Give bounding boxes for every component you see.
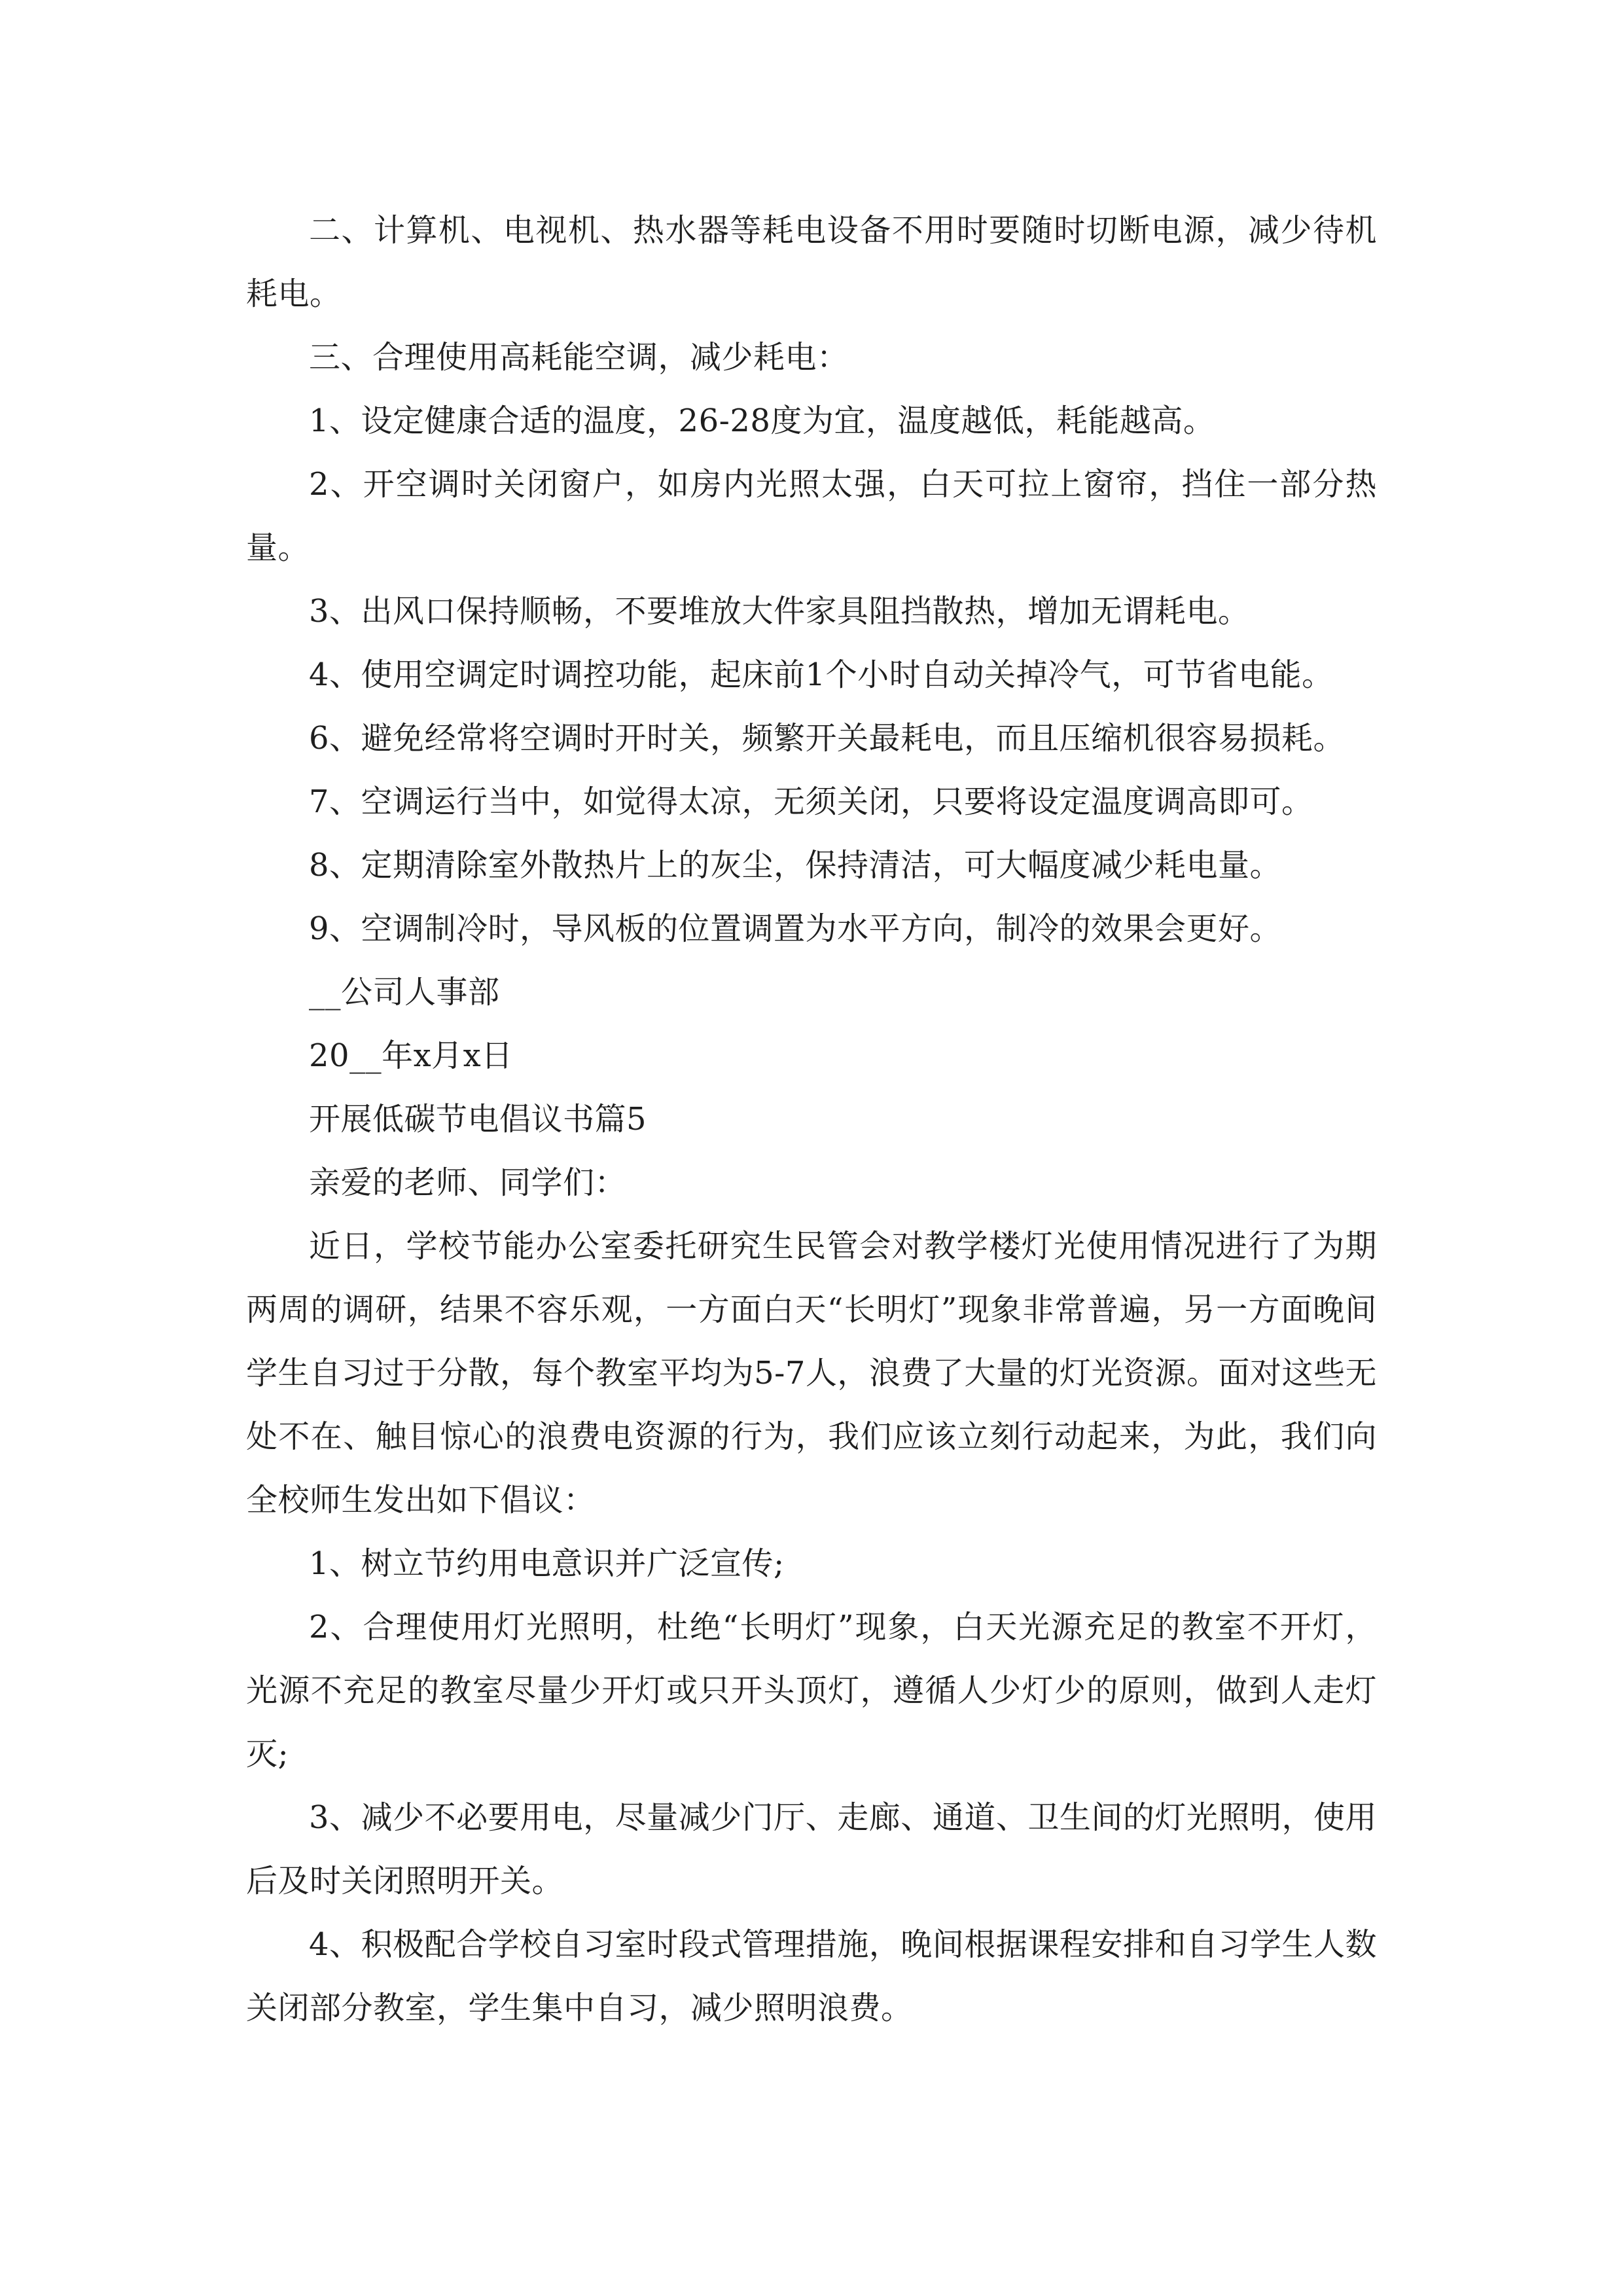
paragraph-ac-item-4: 4、使用空调定时调控功能，起床前1个小时自动关掉冷气，可节省电能。 [309, 656, 1334, 693]
signature-date: 20__年x月x日 [309, 1037, 513, 1074]
paragraph-ac-item-6: 6、避免经常将空调时开时关，频繁开关最耗电，而且压缩机很容易损耗。 [309, 720, 1346, 757]
salutation: 亲爱的老师、同学们： [309, 1164, 627, 1201]
paragraph-ac-item-7: 7、空调运行当中，如觉得太凉，无须关闭，只要将设定温度调高即可。 [309, 783, 1313, 820]
paragraph-ac-item-1: 1、设定健康合适的温度，26-28度为宜，温度越低，耗能越高。 [309, 403, 1215, 439]
proposal-item-1: 1、树立节约用电意识并广泛宣传; [309, 1545, 785, 1582]
paragraph-ac-item-2: 2、开空调时关闭窗户，如房内光照太强，白天可拉上窗帘，挡住一部分热量。 [246, 466, 1377, 566]
paragraph-ac-heading: 三、合理使用高耗能空调，减少耗电： [309, 339, 849, 376]
proposal-item-3: 3、减少不必要用电，尽量减少门厅、走廊、通道、卫生间的灯光照明，使用后及时关闭照明开关。 [246, 1799, 1377, 1899]
paragraph-ac-item-3: 3、出风口保持顺畅，不要堆放大件家具阻挡散热，增加无谓耗电。 [309, 593, 1250, 630]
section-title: 开展低碳节电倡议书篇5 [309, 1101, 647, 1138]
paragraph-standby-power: 二、计算机、电视机、热水器等耗电设备不用时要随时切断电源，减少待机耗电。 [246, 212, 1377, 312]
document-body [246, 199, 1377, 2040]
paragraph-ac-item-8: 8、定期清除室外散热片上的灰尘，保持清洁，可大幅度减少耗电量。 [309, 847, 1282, 884]
paragraph-ac-item-9: 9、空调制冷时，导风板的位置调置为水平方向，制冷的效果会更好。 [309, 910, 1282, 947]
paragraph-intro: 近日，学校节能办公室委托研究生民管会对教学楼灯光使用情况进行了为期两周的调研，结果不容乐观，一方面白天“长明灯”现象非常普遍，另一方面晚间学生自习过于分散，每个教室平均为5-7人，浪费了大量的灯光资源。面对这些无处不在、触目惊心的浪费电资源的行为，我们应该立刻行动起来，为此，我们向全校师生发出如下倡议： [246, 1228, 1377, 1518]
signature-department: __公司人事部 [309, 974, 500, 1011]
proposal-item-2: 2、合理使用灯光照明，杜绝“长明灯”现象，白天光源充足的教室不开灯，光源不充足的教室尽量少开灯或只开头顶灯，遵循人少灯少的原则，做到人走灯灭; [246, 1609, 1377, 1772]
proposal-item-4: 4、积极配合学校自习室时段式管理措施，晚间根据课程安排和自习学生人数关闭部分教室，学生集中自习，减少照明浪费。 [246, 1926, 1377, 2026]
